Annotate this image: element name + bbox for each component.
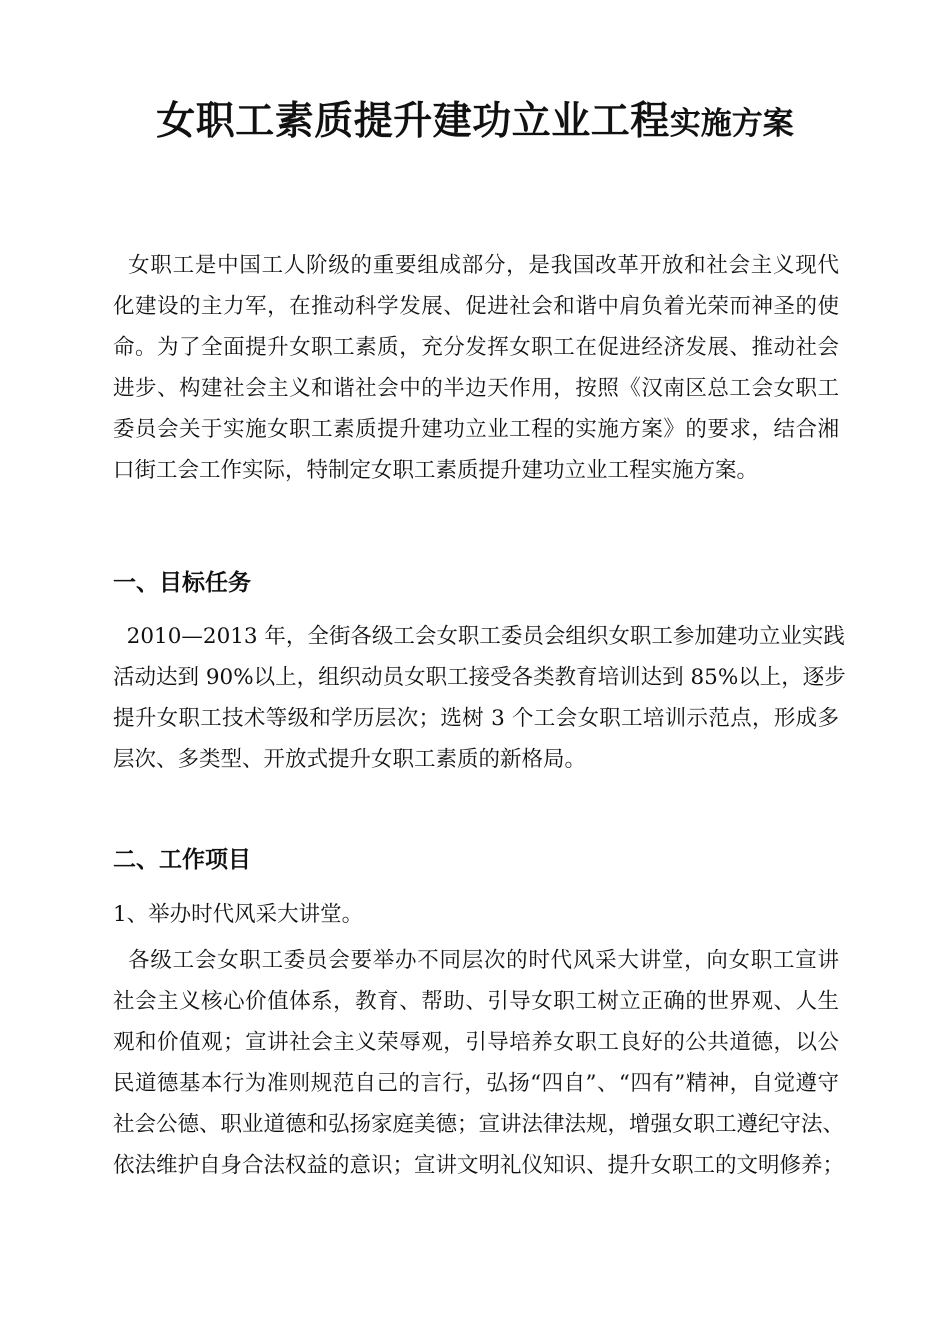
paragraph-line: 各级工会女职工委员会要举办不同层次的时代风采大讲堂，向女职工宣讲	[113, 948, 839, 973]
paragraph-line: 2010—2013 年，全街各级工会女职工委员会组织女职工参加建功立业实践	[113, 624, 845, 649]
section-heading-projects: 二、工作项目	[113, 847, 251, 873]
paragraph-line: 进步、构建社会主义和谐社会中的半边天作用，按照《汉南区总工会女职工	[113, 376, 839, 401]
item1-paragraph	[113, 940, 845, 1186]
paragraph-line: 依法维护自身合法权益的意识；宣讲文明礼仪知识、提升女职工的文明修养；	[113, 1153, 845, 1178]
paragraph-line: 化建设的主力军，在推动科学发展、促进社会和谐中肩负着光荣而神圣的使	[113, 294, 839, 319]
section-heading-goals: 一、目标任务	[113, 570, 251, 596]
paragraph-line: 民道德基本行为准则规范自己的言行，弘扬“四自”、“四有”精神，自觉遵守	[113, 1071, 839, 1096]
paragraph-line: 层次、多类型、开放式提升女职工素质的新格局。	[113, 747, 587, 772]
paragraph-line: 女职工是中国工人阶级的重要组成部分，是我国改革开放和社会主义现代	[113, 253, 839, 278]
paragraph-line: 观和价值观；宣讲社会主义荣辱观，引导培养女职工良好的公共道德，以公	[113, 1030, 839, 1055]
title-tail: 实施方案	[669, 106, 794, 142]
paragraph-line: 社会公德、职业道德和弘扬家庭美德；宣讲法律法规，增强女职工遵纪守法、	[113, 1112, 845, 1137]
goals-paragraph	[113, 616, 846, 780]
paragraph-line: 提升女职工技术等级和学历层次；选树 3 个工会女职工培训示范点，形成多	[113, 706, 839, 731]
paragraph-line: 命。为了全面提升女职工素质，充分发挥女职工在促进经济发展、推动社会	[113, 335, 839, 360]
document-title	[0, 99, 950, 144]
paragraph-line: 委员会关于实施女职工素质提升建功立业工程的实施方案》的要求，结合湘	[113, 417, 839, 442]
intro-paragraph	[113, 245, 839, 491]
paragraph-line: 活动达到 90%以上，组织动员女职工接受各类教育培训达到 85%以上，逐步	[113, 665, 846, 690]
paragraph-line: 社会主义核心价值体系，教育、帮助、引导女职工树立正确的世界观、人生	[113, 989, 839, 1014]
item-title: 1、举办时代风采大讲堂。	[113, 902, 364, 927]
paragraph-line: 口街工会工作实际，特制定女职工素质提升建功立业工程实施方案。	[113, 458, 759, 483]
title-main: 女职工素质提升建功立业工程	[156, 99, 670, 144]
item1-title-block	[113, 894, 839, 935]
